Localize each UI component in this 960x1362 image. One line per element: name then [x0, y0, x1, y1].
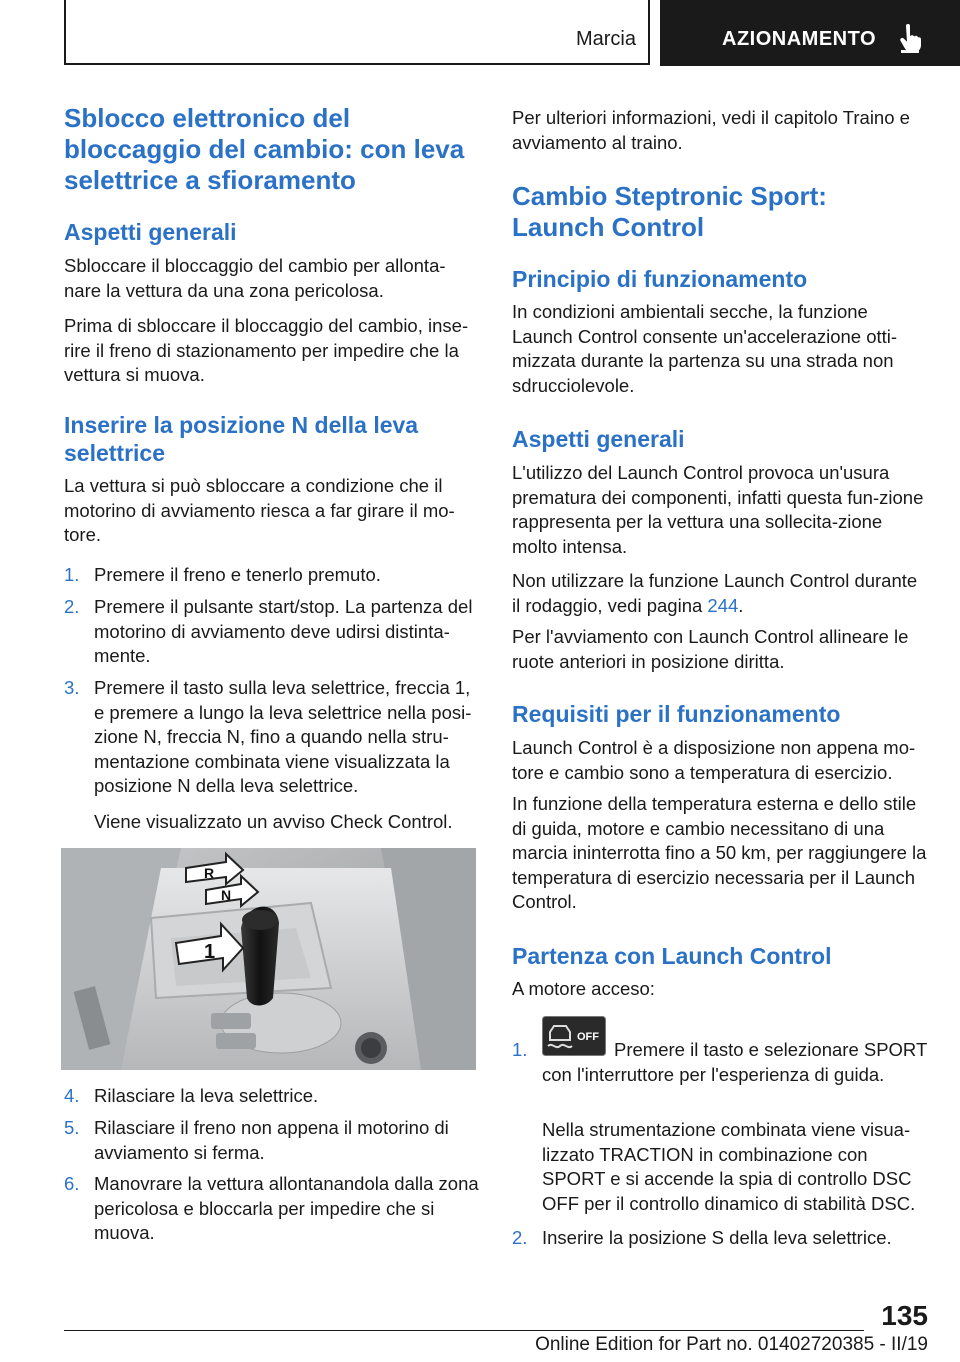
step-number: 5. [64, 1117, 80, 1138]
hand-pointer-icon [898, 24, 922, 54]
footer-rule [64, 1330, 864, 1331]
right-paragraph-0: Per ulteriori informazioni, vedi il capitolo Traino e avviamento al traino. [512, 107, 910, 153]
arrow-label-1: 1 [204, 941, 216, 963]
step-note: Nella strumentazione combinata viene visua-lizzato TRACTION in combinazione con SPORT e si accende la spia di controllo DSC OFF per il controllo dinamico di stabilità DSC. [542, 1119, 916, 1214]
step-note: Viene visualizzato un avviso Check Control. [94, 811, 453, 832]
step-number: 3. [64, 677, 80, 698]
right-paragraph-1: In condizioni ambientali secche, la funzione Launch Control consente un'accelerazione otti-mizzata durante la partenza su una strada non sdrucciolevole. [512, 301, 898, 396]
right-paragraph-3: Non utilizzare la funzione Launch Control durante il rodaggio, vedi pagina 244. [512, 570, 918, 616]
left-title: Sblocco elettronico del bloccaggio del cambio: con leva selettrice a sfioramento [64, 103, 465, 195]
header-rule-bottom [64, 63, 650, 65]
step-text: Premere il freno e tenerlo premuto. [94, 564, 381, 585]
header-rule-mid [648, 0, 650, 64]
step-text: Premere il tasto e selezionare SPORT con l'interruttore per l'esperienza di guida. [542, 1039, 927, 1085]
step-text: Inserire la posizione S della leva selettrice. [542, 1227, 892, 1248]
header-tab[interactable] [660, 0, 960, 66]
right-subheading-requirements: Requisiti per il funzionamento [512, 701, 841, 727]
step-number: 1. [512, 1039, 528, 1060]
left-subheading-position-n: Inserire la posizione N della leva selettrice [64, 412, 419, 466]
header-tab-label: AZIONAMENTO [722, 28, 877, 50]
header-rule-left [64, 0, 66, 64]
right-subheading-launch: Partenza con Launch Control [512, 943, 832, 969]
header-section[interactable]: Marcia [575, 28, 636, 50]
right-paragraph-6: In funzione della temperatura esterna e dello stile di guida, motore e cambio necessitano di una marcia ininterrotta fino a 50 km, per raggiungere la temperatura di esercizio necessaria per il Launch Control. [512, 793, 927, 912]
step-text: Manovrare la vettura allontanandola dalla zona pericolosa e bloccarla per impedire che si muova. [94, 1173, 479, 1243]
svg-text:OFF: OFF [577, 1031, 599, 1043]
footer-edition: Online Edition for Part no. 01402720385 - II/19 [535, 1334, 928, 1355]
right-title: Cambio Steptronic Sport: Launch Control [512, 181, 827, 242]
arrow-label-n: N [221, 887, 232, 903]
right-paragraph-2: L'utilizzo del Launch Control provoca un'usura prematura dei componenti, infatti questa fun-zione rappresenta per la vettura una sollecita-zione molto intensa. [512, 462, 924, 557]
left-paragraph-2: Prima di sbloccare il bloccaggio del cambio, inse-rire il freno di stazionamento per impedire che la vettura si muova. [64, 315, 469, 385]
step-text: Rilasciare la leva selettrice. [94, 1085, 319, 1106]
step-text: Rilasciare il freno non appena il motorino di avviamento si ferma. [94, 1117, 449, 1163]
page-link[interactable]: 244 [707, 594, 739, 616]
gear-selector-illustration [61, 848, 476, 1070]
step-number: 1. [64, 564, 80, 585]
right-paragraph-5: Launch Control è a disposizione non appena mo-tore e cambio sono a temperatura di esercizio. [512, 737, 916, 783]
page-number: 135 [881, 1300, 928, 1331]
step-number: 4. [64, 1085, 80, 1106]
step-number: 2. [64, 596, 80, 617]
right-paragraph-7: A motore acceso: [512, 978, 655, 999]
step-text: Premere il tasto sulla leva selettrice, freccia 1, e premere a lungo la leva selettrice nella posi-zione N, freccia N, fino a quando nella stru-mentazione combinata viene visualizzata la posizione N della leva selettrice. [94, 677, 472, 796]
right-subheading-principle: Principio di funzionamento [512, 266, 808, 292]
step-number: 2. [512, 1227, 528, 1248]
gear-selector-photo [61, 848, 476, 1070]
right-paragraph-4: Per l'avviamento con Launch Control allineare le ruote anteriori in posizione diritta. [512, 626, 909, 672]
left-paragraph-1: Sbloccare il bloccaggio del cambio per allonta-nare la vettura da una zona pericolosa. [64, 255, 446, 301]
left-paragraph-3: La vettura si può sbloccare a condizione che il motorino di avviamento riesca a far girare il mo-tore. [64, 475, 455, 545]
left-subheading-general: Aspetti generali [64, 219, 237, 245]
step-text: Premere il pulsante start/stop. La partenza del motorino di avviamento deve udirsi distinta-mente. [94, 596, 473, 666]
arrow-label-r: R [204, 865, 215, 881]
right-subheading-general: Aspetti generali [512, 426, 685, 452]
step-number: 6. [64, 1173, 80, 1194]
